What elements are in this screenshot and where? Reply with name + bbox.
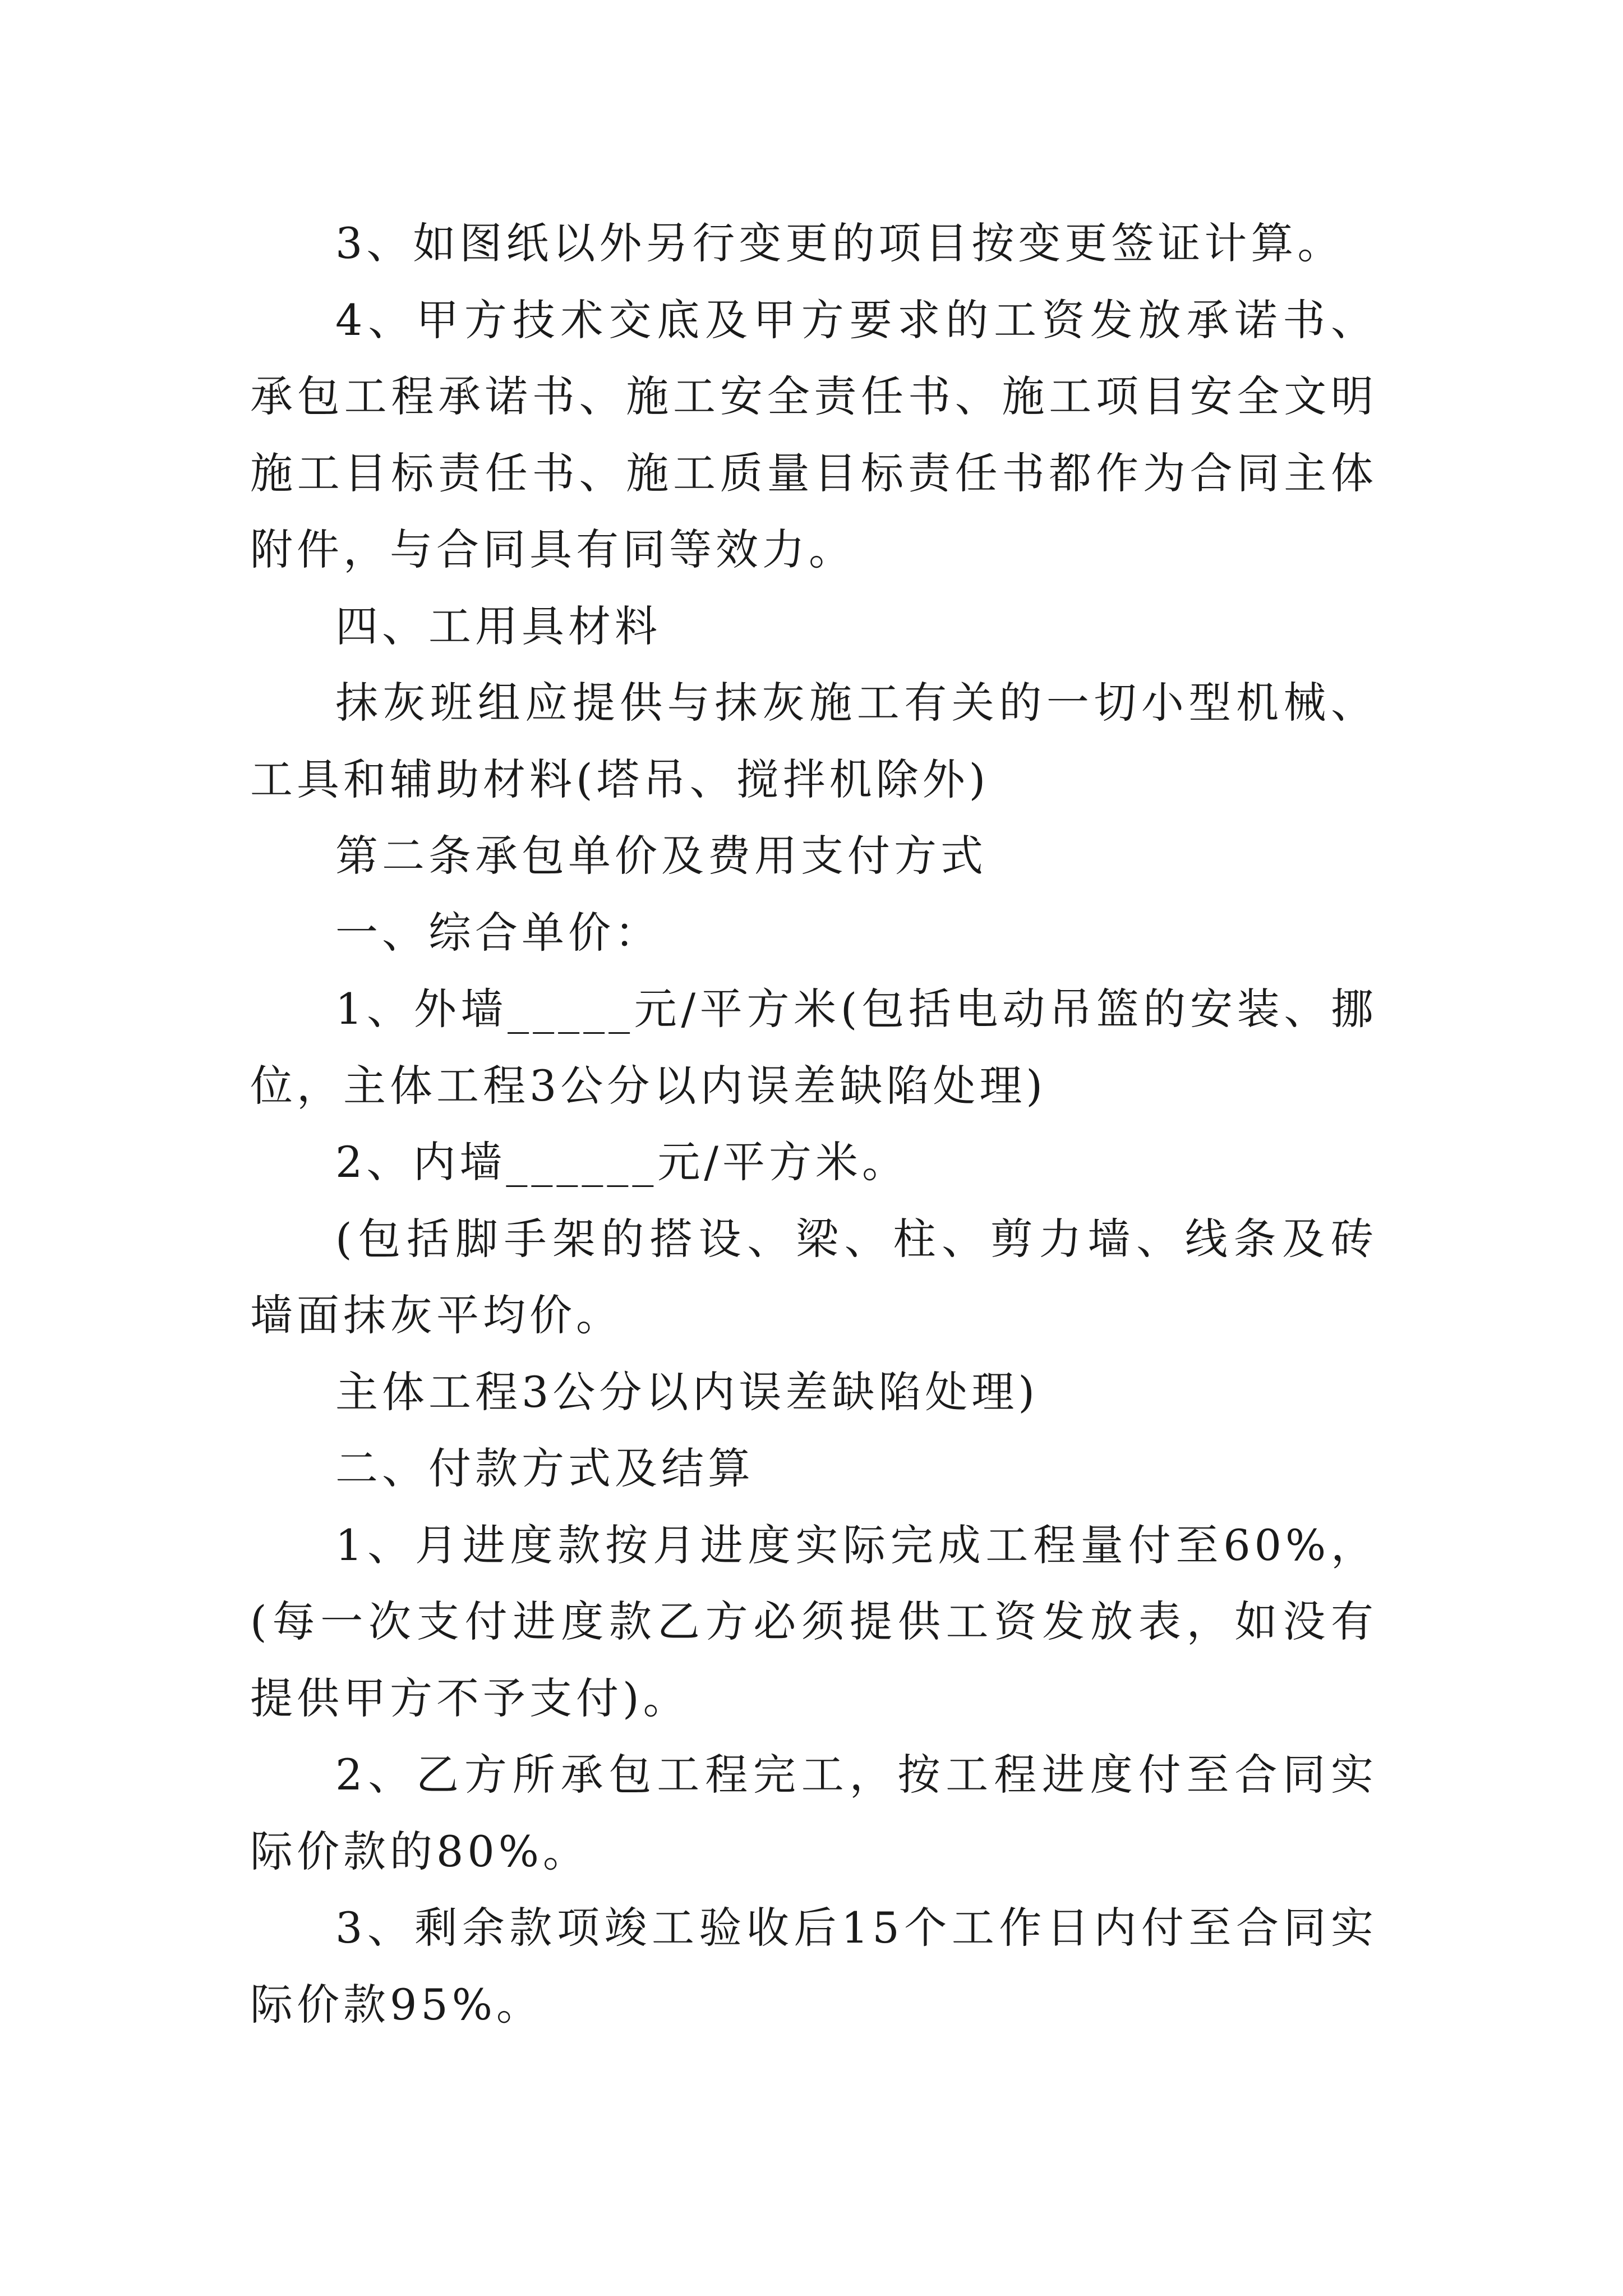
- heading-payment-settlement: 二、付款方式及结算: [335, 1443, 754, 1493]
- paragraph-exterior-wall-price: 1、外墙_____元/平方米(包括电动吊篮的安装、挪位，主体工程3公分以内误差缺陷处理): [250, 984, 1377, 1111]
- heading-tools-materials: 四、工用具材料: [335, 601, 661, 651]
- paragraph-final-payment: 3、剩余款项竣工验收后15个工作日内付至合同实际价款95%。: [250, 1903, 1377, 2030]
- paragraph-average-price-note: (包括脚手架的搭设、梁、柱、剪力墙、线条及砖墙面抹灰平均价。: [250, 1213, 1377, 1340]
- heading-unit-price: 一、综合单价：: [335, 907, 661, 958]
- paragraph-contract-attachments: 4、甲方技术交底及甲方要求的工资发放承诺书、承包工程承诺书、施工安全责任书、施工项目安全文明施工目标责任书、施工质量目标责任书都作为合同主体附件，与合同具有同等效力。: [250, 295, 1377, 574]
- document-body: [250, 205, 1377, 2043]
- paragraph-change-visa: 3、如图纸以外另行变更的项目按变更签证计算。: [335, 218, 1344, 268]
- paragraph-monthly-progress-payment: 1、月进度款按月进度实际完成工程量付至60%，(每一次支付进度款乙方必须提供工资发放表，如没有提供甲方不予支付)。: [250, 1520, 1377, 1723]
- paragraph-defect-handling: 主体工程3公分以内误差缺陷处理): [335, 1366, 1039, 1417]
- paragraph-completion-payment: 2、乙方所承包工程完工，按工程进度付至合同实际价款的80%。: [250, 1750, 1377, 1876]
- heading-article-two: 第二条承包单价及费用支付方式: [335, 831, 987, 881]
- paragraph-interior-wall-price: 2、内墙______元/平方米。: [335, 1137, 909, 1187]
- paragraph-plaster-team-supplies: 抹灰班组应提供与抹灰施工有关的一切小型机械、工具和辅助材料(塔吊、搅拌机除外): [250, 678, 1377, 804]
